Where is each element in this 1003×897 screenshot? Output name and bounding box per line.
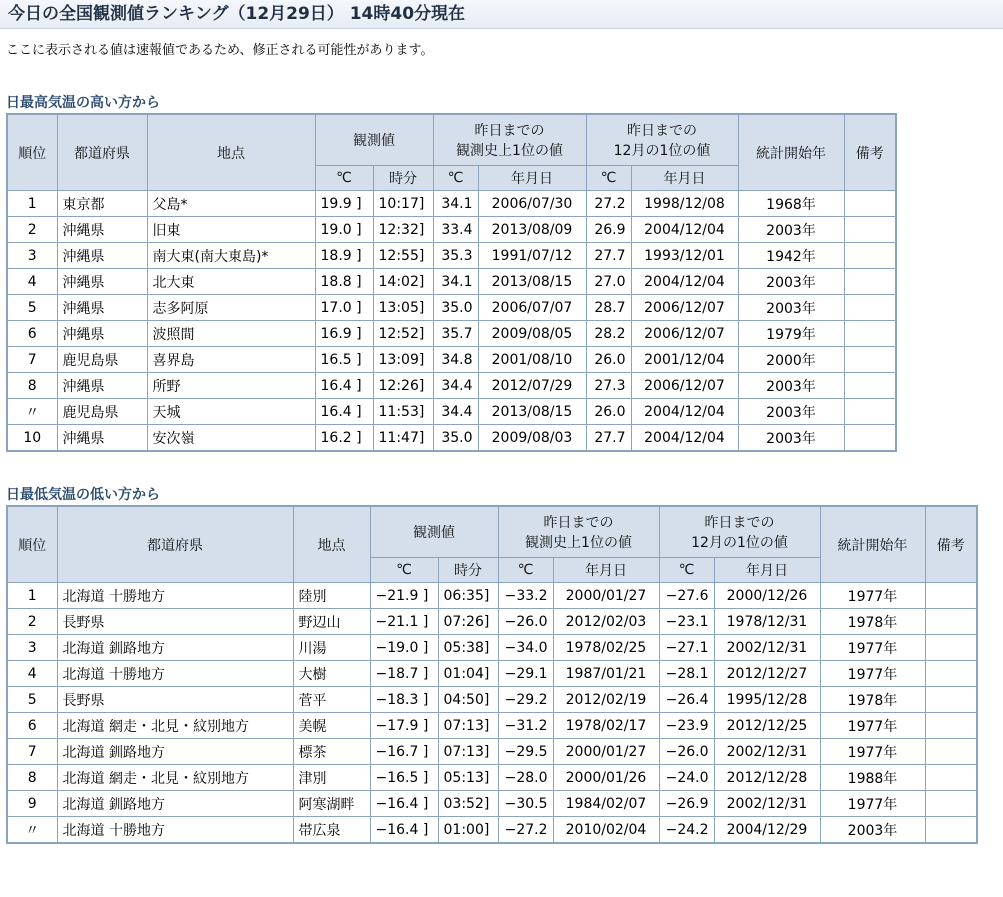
observed-value-cell: 19.0 ]	[315, 217, 373, 243]
start-year-cell: 1942年	[738, 243, 844, 269]
header-place: 地点	[293, 506, 370, 583]
note-cell	[925, 713, 977, 739]
observed-value-cell: 18.8 ]	[315, 269, 373, 295]
header-rank: 順位	[7, 506, 57, 583]
rank-cell: 8	[7, 373, 57, 399]
december-record-date-cell: 2001/12/04	[631, 347, 738, 373]
header-time: 時分	[438, 558, 498, 583]
observed-time-cell: 10:17]	[373, 191, 433, 217]
start-year-cell: 2003年	[738, 217, 844, 243]
record-value-cell: −28.0	[498, 765, 553, 791]
header-dec-date: 年月日	[631, 166, 738, 191]
prefecture-cell: 沖縄県	[57, 321, 147, 347]
table-row	[7, 661, 977, 687]
rank-cell: 7	[7, 347, 57, 373]
rank-cell: 2	[7, 609, 57, 635]
station-cell: 川湯	[293, 635, 370, 661]
record-date-cell: 1978/02/17	[553, 713, 659, 739]
record-date-cell: 2000/01/26	[553, 765, 659, 791]
prefecture-cell: 沖縄県	[57, 217, 147, 243]
header-hist-deg: ℃	[433, 166, 478, 191]
record-value-cell: −29.5	[498, 739, 553, 765]
record-date-cell: 2000/01/27	[553, 739, 659, 765]
december-record-date-cell: 2012/12/28	[714, 765, 820, 791]
december-record-value-cell: −27.6	[659, 583, 714, 609]
record-value-cell: −26.0	[498, 609, 553, 635]
december-record-date-cell: 2006/12/07	[631, 373, 738, 399]
table-row	[7, 609, 977, 635]
station-cell: 天城	[147, 399, 315, 425]
start-year-cell: 1977年	[820, 661, 925, 687]
start-year-cell: 2003年	[738, 425, 844, 452]
observed-time-cell: 07:26]	[438, 609, 498, 635]
prefecture-cell: 沖縄県	[57, 243, 147, 269]
observed-value-cell: −16.4 ]	[370, 791, 438, 817]
header-deg: ℃	[315, 166, 373, 191]
header-hist: 昨日までの 観測史上1位の値	[433, 114, 586, 166]
table-row	[7, 713, 977, 739]
observed-value-cell: 16.5 ]	[315, 347, 373, 373]
table-row	[7, 635, 977, 661]
station-cell: 阿寒湖畔	[293, 791, 370, 817]
prefecture-cell: 沖縄県	[57, 269, 147, 295]
prefecture-cell: 北海道 釧路地方	[57, 791, 293, 817]
record-value-cell: −30.5	[498, 791, 553, 817]
record-date-cell: 2006/07/07	[478, 295, 586, 321]
note-cell	[844, 269, 896, 295]
december-record-date-cell: 2002/12/31	[714, 739, 820, 765]
record-date-cell: 2013/08/15	[478, 399, 586, 425]
header-rank: 順位	[7, 114, 57, 191]
note-cell	[925, 687, 977, 713]
header-dec: 昨日までの 12月の1位の値	[586, 114, 738, 166]
table-row	[7, 583, 977, 609]
note-cell	[925, 817, 977, 844]
start-year-cell: 1968年	[738, 191, 844, 217]
record-value-cell: 34.4	[433, 373, 478, 399]
observed-time-cell: 12:52]	[373, 321, 433, 347]
table-row	[7, 687, 977, 713]
station-cell: 陸別	[293, 583, 370, 609]
record-date-cell: 2013/08/15	[478, 269, 586, 295]
record-value-cell: 34.1	[433, 269, 478, 295]
station-cell: 南大東(南大東島)*	[147, 243, 315, 269]
table-row	[7, 243, 896, 269]
record-value-cell: −34.0	[498, 635, 553, 661]
observed-time-cell: 01:00]	[438, 817, 498, 844]
december-record-date-cell: 2004/12/29	[714, 817, 820, 844]
observed-time-cell: 12:55]	[373, 243, 433, 269]
observed-value-cell: −17.9 ]	[370, 713, 438, 739]
note-cell	[844, 191, 896, 217]
record-date-cell: 2012/07/29	[478, 373, 586, 399]
header-note: 備考	[844, 114, 896, 191]
observed-time-cell: 13:05]	[373, 295, 433, 321]
note-cell	[844, 347, 896, 373]
prefecture-cell: 北海道 十勝地方	[57, 661, 293, 687]
observed-value-cell: −16.7 ]	[370, 739, 438, 765]
rank-cell: 3	[7, 635, 57, 661]
december-record-date-cell: 2004/12/04	[631, 425, 738, 452]
prefecture-cell: 北海道 十勝地方	[57, 583, 293, 609]
table-row	[7, 321, 896, 347]
station-cell: 津別	[293, 765, 370, 791]
observed-value-cell: 17.0 ]	[315, 295, 373, 321]
rank-cell: 5	[7, 295, 57, 321]
header-obs: 観測値	[370, 506, 498, 558]
record-date-cell: 1978/02/25	[553, 635, 659, 661]
note-cell	[844, 373, 896, 399]
header-hist-deg: ℃	[498, 558, 553, 583]
note-cell	[844, 399, 896, 425]
december-record-value-cell: 26.0	[586, 347, 631, 373]
record-value-cell: 34.1	[433, 191, 478, 217]
observed-value-cell: 16.4 ]	[315, 399, 373, 425]
page-title: 今日の全国観測値ランキング（12月29日） 14時40分現在	[0, 0, 1003, 29]
december-record-value-cell: 27.3	[586, 373, 631, 399]
record-date-cell: 1991/07/12	[478, 243, 586, 269]
december-record-value-cell: −24.0	[659, 765, 714, 791]
observed-value-cell: −16.4 ]	[370, 817, 438, 844]
december-record-date-cell: 2012/12/27	[714, 661, 820, 687]
station-cell: 帯広泉	[293, 817, 370, 844]
observed-time-cell: 05:13]	[438, 765, 498, 791]
observed-time-cell: 11:47]	[373, 425, 433, 452]
record-date-cell: 2012/02/03	[553, 609, 659, 635]
december-record-value-cell: 27.0	[586, 269, 631, 295]
december-record-date-cell: 2002/12/31	[714, 635, 820, 661]
prefecture-cell: 鹿児島県	[57, 399, 147, 425]
observed-value-cell: −21.9 ]	[370, 583, 438, 609]
start-year-cell: 2003年	[738, 269, 844, 295]
note-cell	[925, 791, 977, 817]
table-row	[7, 425, 896, 452]
observed-value-cell: −19.0 ]	[370, 635, 438, 661]
observed-time-cell: 01:04]	[438, 661, 498, 687]
record-date-cell: 2000/01/27	[553, 583, 659, 609]
header-note: 備考	[925, 506, 977, 583]
record-value-cell: −33.2	[498, 583, 553, 609]
table-row	[7, 373, 896, 399]
table-row	[7, 765, 977, 791]
observed-value-cell: 16.9 ]	[315, 321, 373, 347]
record-value-cell: 34.8	[433, 347, 478, 373]
december-record-value-cell: −23.1	[659, 609, 714, 635]
record-date-cell: 2010/02/04	[553, 817, 659, 844]
rank-cell: 6	[7, 713, 57, 739]
table-row	[7, 791, 977, 817]
note-cell	[925, 765, 977, 791]
december-record-value-cell: 26.9	[586, 217, 631, 243]
note-cell	[925, 609, 977, 635]
observed-value-cell: 16.4 ]	[315, 373, 373, 399]
record-value-cell: −29.1	[498, 661, 553, 687]
record-value-cell: −27.2	[498, 817, 553, 844]
december-record-date-cell: 2002/12/31	[714, 791, 820, 817]
december-record-value-cell: −26.0	[659, 739, 714, 765]
station-cell: 美幌	[293, 713, 370, 739]
note-cell	[844, 217, 896, 243]
rank-cell: 1	[7, 191, 57, 217]
start-year-cell: 1978年	[820, 687, 925, 713]
start-year-cell: 1977年	[820, 583, 925, 609]
observed-time-cell: 13:09]	[373, 347, 433, 373]
start-year-cell: 1978年	[820, 609, 925, 635]
start-year-cell: 1979年	[738, 321, 844, 347]
record-date-cell: 2001/08/10	[478, 347, 586, 373]
december-record-date-cell: 2004/12/04	[631, 269, 738, 295]
prefecture-cell: 東京都	[57, 191, 147, 217]
prefecture-cell: 長野県	[57, 609, 293, 635]
table-row	[7, 217, 896, 243]
rank-cell: 4	[7, 269, 57, 295]
rank-cell: 6	[7, 321, 57, 347]
record-date-cell: 1984/02/07	[553, 791, 659, 817]
observed-time-cell: 05:38]	[438, 635, 498, 661]
record-value-cell: 33.4	[433, 217, 478, 243]
december-record-value-cell: −26.4	[659, 687, 714, 713]
december-record-value-cell: 27.7	[586, 425, 631, 452]
december-record-value-cell: −24.2	[659, 817, 714, 844]
rank-cell: 8	[7, 765, 57, 791]
station-cell: 大樹	[293, 661, 370, 687]
record-value-cell: 35.3	[433, 243, 478, 269]
station-cell: 波照間	[147, 321, 315, 347]
rank-cell: 〃	[7, 817, 57, 844]
table-row	[7, 817, 977, 844]
observed-time-cell: 03:52]	[438, 791, 498, 817]
december-record-value-cell: 27.7	[586, 243, 631, 269]
observed-time-cell: 12:32]	[373, 217, 433, 243]
header-pref: 都道府県	[57, 114, 147, 191]
header-obs: 観測値	[315, 114, 433, 166]
december-record-value-cell: 26.0	[586, 399, 631, 425]
prefecture-cell: 北海道 釧路地方	[57, 635, 293, 661]
december-record-value-cell: 28.7	[586, 295, 631, 321]
prefecture-cell: 鹿児島県	[57, 347, 147, 373]
header-dec-deg: ℃	[659, 558, 714, 583]
observed-time-cell: 07:13]	[438, 739, 498, 765]
note-cell	[844, 425, 896, 452]
station-cell: 標茶	[293, 739, 370, 765]
december-record-date-cell: 2000/12/26	[714, 583, 820, 609]
station-cell: 北大東	[147, 269, 315, 295]
station-cell: 菅平	[293, 687, 370, 713]
december-record-date-cell: 1993/12/01	[631, 243, 738, 269]
station-cell: 安次嶺	[147, 425, 315, 452]
december-record-date-cell: 2004/12/04	[631, 399, 738, 425]
rank-cell: 9	[7, 791, 57, 817]
station-cell: 喜界島	[147, 347, 315, 373]
prefecture-cell: 北海道 網走・北見・紋別地方	[57, 765, 293, 791]
record-value-cell: −29.2	[498, 687, 553, 713]
note-cell	[925, 739, 977, 765]
rank-cell: 7	[7, 739, 57, 765]
december-record-date-cell: 2004/12/04	[631, 217, 738, 243]
start-year-cell: 1977年	[820, 739, 925, 765]
december-record-date-cell: 1998/12/08	[631, 191, 738, 217]
december-record-date-cell: 2006/12/07	[631, 321, 738, 347]
table-row	[7, 347, 896, 373]
record-value-cell: 35.7	[433, 321, 478, 347]
header-time: 時分	[373, 166, 433, 191]
december-record-value-cell: 27.2	[586, 191, 631, 217]
record-value-cell: −31.2	[498, 713, 553, 739]
record-value-cell: 34.4	[433, 399, 478, 425]
note-cell	[925, 583, 977, 609]
record-date-cell: 2006/07/30	[478, 191, 586, 217]
start-year-cell: 1977年	[820, 713, 925, 739]
record-date-cell: 2009/08/03	[478, 425, 586, 452]
record-date-cell: 2012/02/19	[553, 687, 659, 713]
start-year-cell: 2003年	[738, 295, 844, 321]
observed-value-cell: −21.1 ]	[370, 609, 438, 635]
record-date-cell: 2009/08/05	[478, 321, 586, 347]
rank-cell: 1	[7, 583, 57, 609]
table-row	[7, 295, 896, 321]
prefecture-cell: 北海道 釧路地方	[57, 739, 293, 765]
record-value-cell: 35.0	[433, 425, 478, 452]
prefecture-cell: 北海道 網走・北見・紋別地方	[57, 713, 293, 739]
start-year-cell: 2000年	[738, 347, 844, 373]
december-record-value-cell: 28.2	[586, 321, 631, 347]
start-year-cell: 2003年	[738, 373, 844, 399]
observed-value-cell: 19.9 ]	[315, 191, 373, 217]
observed-value-cell: 16.2 ]	[315, 425, 373, 452]
header-dec-date: 年月日	[714, 558, 820, 583]
december-record-date-cell: 2012/12/25	[714, 713, 820, 739]
rank-cell: 5	[7, 687, 57, 713]
observed-value-cell: −16.5 ]	[370, 765, 438, 791]
header-dec: 昨日までの 12月の1位の値	[659, 506, 820, 558]
header-hist-date: 年月日	[553, 558, 659, 583]
observed-value-cell: −18.3 ]	[370, 687, 438, 713]
note-cell	[925, 661, 977, 687]
december-record-date-cell: 2006/12/07	[631, 295, 738, 321]
high-temp-table	[6, 113, 897, 452]
observed-value-cell: −18.7 ]	[370, 661, 438, 687]
start-year-cell: 1977年	[820, 635, 925, 661]
december-record-value-cell: −23.9	[659, 713, 714, 739]
header-deg: ℃	[370, 558, 438, 583]
record-date-cell: 1987/01/21	[553, 661, 659, 687]
header-place: 地点	[147, 114, 315, 191]
prefecture-cell: 沖縄県	[57, 373, 147, 399]
table-row	[7, 191, 896, 217]
observed-value-cell: 18.9 ]	[315, 243, 373, 269]
header-dec-deg: ℃	[586, 166, 631, 191]
observed-time-cell: 07:13]	[438, 713, 498, 739]
prefecture-cell: 沖縄県	[57, 425, 147, 452]
start-year-cell: 2003年	[738, 399, 844, 425]
prefecture-cell: 北海道 十勝地方	[57, 817, 293, 844]
table-row	[7, 269, 896, 295]
station-cell: 父島*	[147, 191, 315, 217]
note-cell	[844, 243, 896, 269]
table-row	[7, 739, 977, 765]
header-hist: 昨日までの 観測史上1位の値	[498, 506, 659, 558]
note-cell	[844, 321, 896, 347]
rank-cell: 2	[7, 217, 57, 243]
low-temp-table	[6, 505, 978, 844]
station-cell: 旧東	[147, 217, 315, 243]
station-cell: 志多阿原	[147, 295, 315, 321]
record-value-cell: 35.0	[433, 295, 478, 321]
december-record-date-cell: 1995/12/28	[714, 687, 820, 713]
note-cell	[844, 295, 896, 321]
rank-cell: 10	[7, 425, 57, 452]
start-year-cell: 1977年	[820, 791, 925, 817]
observed-time-cell: 14:02]	[373, 269, 433, 295]
observed-time-cell: 12:26]	[373, 373, 433, 399]
december-record-value-cell: −26.9	[659, 791, 714, 817]
table-row	[7, 399, 896, 425]
rank-cell: 〃	[7, 399, 57, 425]
prefecture-cell: 沖縄県	[57, 295, 147, 321]
note-cell	[925, 635, 977, 661]
header-start: 統計開始年	[738, 114, 844, 191]
december-record-value-cell: −28.1	[659, 661, 714, 687]
station-cell: 野辺山	[293, 609, 370, 635]
header-pref: 都道府県	[57, 506, 293, 583]
station-cell: 所野	[147, 373, 315, 399]
december-record-date-cell: 1978/12/31	[714, 609, 820, 635]
start-year-cell: 1988年	[820, 765, 925, 791]
high-temp-heading: 日最高気温の高い方から	[6, 95, 160, 111]
observed-time-cell: 06:35]	[438, 583, 498, 609]
header-hist-date: 年月日	[478, 166, 586, 191]
start-year-cell: 2003年	[820, 817, 925, 844]
prefecture-cell: 長野県	[57, 687, 293, 713]
rank-cell: 4	[7, 661, 57, 687]
record-date-cell: 2013/08/09	[478, 217, 586, 243]
low-temp-heading: 日最低気温の低い方から	[6, 487, 160, 503]
observed-time-cell: 11:53]	[373, 399, 433, 425]
rank-cell: 3	[7, 243, 57, 269]
observed-time-cell: 04:50]	[438, 687, 498, 713]
december-record-value-cell: −27.1	[659, 635, 714, 661]
notice-text: ここに表示される値は速報値であるため、修正される可能性があります。	[6, 43, 434, 58]
header-start: 統計開始年	[820, 506, 925, 583]
